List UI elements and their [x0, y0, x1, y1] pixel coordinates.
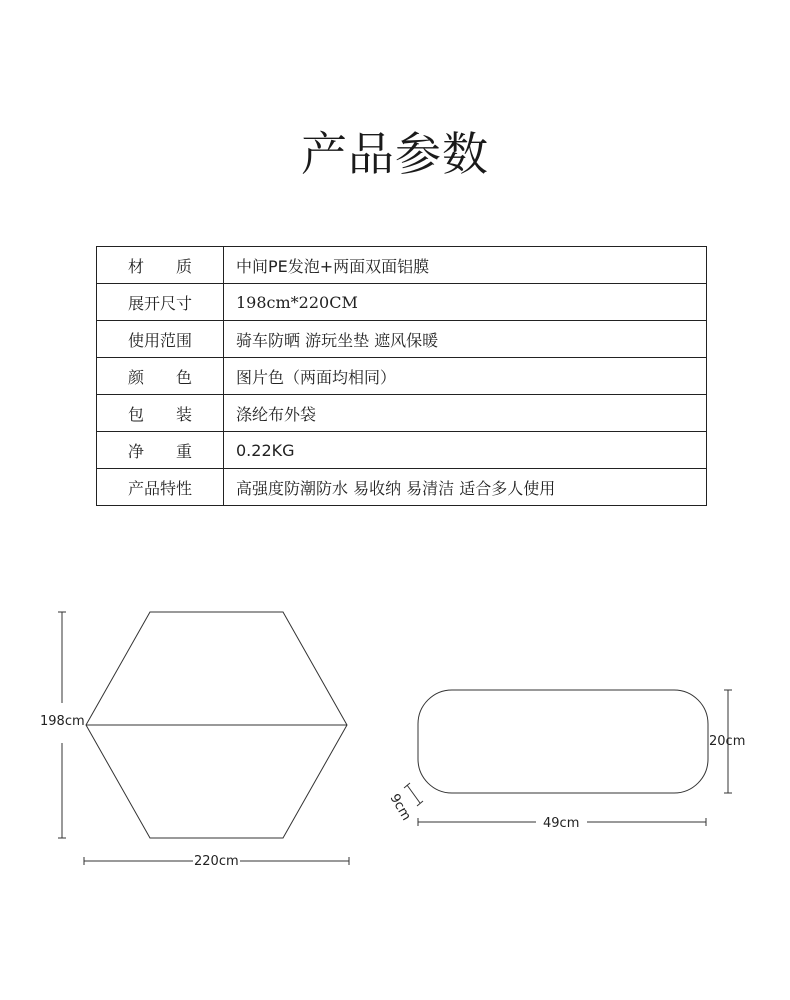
bag-length-label: 49cm — [543, 816, 580, 831]
spec-label: 颜 色 — [97, 358, 224, 395]
spec-label: 产品特性 — [97, 469, 224, 506]
spec-value: 中间PE发泡+两面双面铝膜 — [224, 247, 707, 284]
spec-label: 展开尺寸 — [97, 284, 224, 321]
spec-label: 材 质 — [97, 247, 224, 284]
storage-bag-outline — [418, 690, 708, 793]
bag-height-label: 20cm — [709, 734, 746, 749]
spec-value: 图片色（两面均相同） — [224, 358, 707, 395]
spec-value: 骑车防晒 游玩坐垫 遮风保暖 — [224, 321, 707, 358]
hexagon-width-label: 220cm — [194, 854, 239, 869]
spec-value: 高强度防潮防水 易收纳 易清洁 适合多人使用 — [224, 469, 707, 506]
hexagon-mat-drawing — [86, 612, 347, 838]
spec-label: 使用范围 — [97, 321, 224, 358]
hexagon-height-label: 198cm — [40, 714, 85, 729]
page-title: 产品参数 — [301, 127, 489, 181]
spec-label: 包 装 — [97, 395, 224, 432]
bag-depth-label: 9cm — [386, 791, 414, 824]
spec-value: 0.22KG — [224, 432, 707, 469]
spec-label: 净 重 — [97, 432, 224, 469]
spec-value: 198cm*220CM — [224, 284, 707, 321]
spec-value: 涤纶布外袋 — [224, 395, 707, 432]
